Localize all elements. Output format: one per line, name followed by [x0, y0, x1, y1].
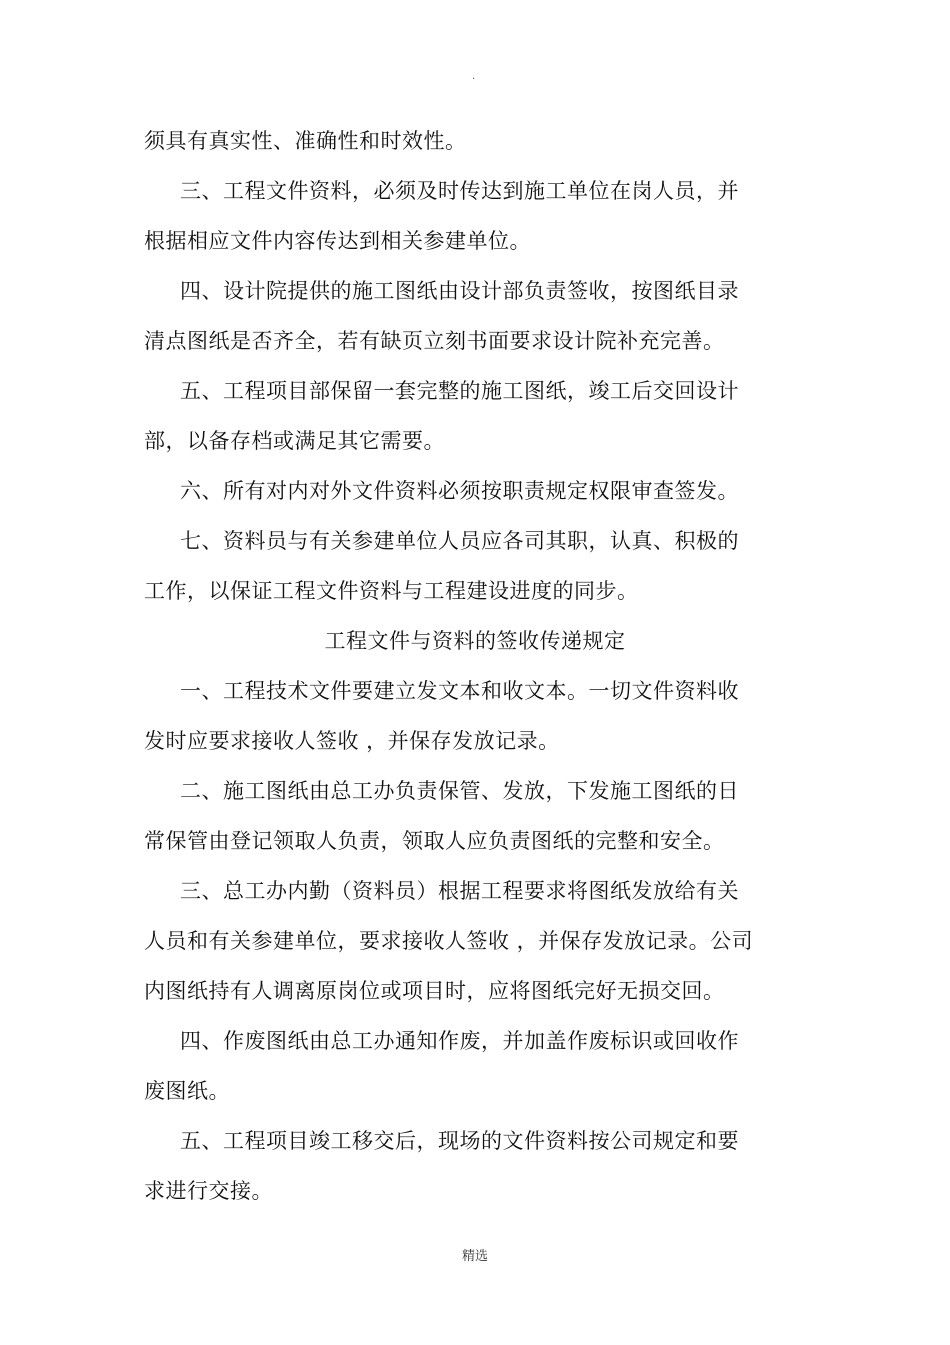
body-line: 须具有真实性、准确性和时效性。	[144, 129, 467, 153]
paragraph-line: 五、工程项目竣工移交后，现场的文件资料按公司规定和要	[180, 1129, 739, 1153]
section-title: 工程文件与资料的签收传递规定	[324, 629, 626, 653]
paragraph-line: 六、所有对内对外文件资料必须按职责规定权限审查签发。	[180, 479, 739, 503]
paragraph-line: 三、总工办内勤（资料员）根据工程要求将图纸发放给有关	[180, 879, 739, 903]
body-line: 发时应要求接收人签收 ，并保存发放记录。	[144, 729, 560, 753]
paragraph-line: 二、施工图纸由总工办负责保管、发放，下发施工图纸的日	[180, 779, 739, 803]
body-line: 清点图纸是否齐全，若有缺页立刻书面要求设计院补充完善。	[144, 329, 725, 353]
body-line: 部，以备存档或满足其它需要。	[144, 429, 445, 453]
paragraph-line: 七、资料员与有关参建单位人员应各司其职，认真、积极的	[180, 529, 739, 553]
body-line: 根据相应文件内容传达到相关参建单位。	[144, 229, 531, 253]
paragraph-line: 四、作废图纸由总工办通知作废，并加盖作废标识或回收作	[180, 1029, 739, 1053]
paragraph-line: 一、工程技术文件要建立发文本和收文本。一切文件资料收	[180, 679, 739, 703]
body-line: 人员和有关参建单位，要求接收人签收 ，并保存发放记录。公司	[144, 929, 754, 953]
body-line: 求进行交接。	[144, 1179, 273, 1203]
footer-label: 精选	[461, 1249, 488, 1264]
header-mark: .	[472, 71, 476, 82]
paragraph-line: 三、工程文件资料，必须及时传达到施工单位在岗人员，并	[180, 179, 739, 203]
body-line: 常保管由登记领取人负责，领取人应负责图纸的完整和安全。	[144, 829, 725, 853]
paragraph-line: 四、设计院提供的施工图纸由设计部负责签收，按图纸目录	[180, 279, 739, 303]
body-line: 内图纸持有人调离原岗位或项目时，应将图纸完好无损交回。	[144, 979, 725, 1003]
body-line: 工作，以保证工程文件资料与工程建设进度的同步。	[144, 579, 639, 603]
paragraph-line: 五、工程项目部保留一套完整的施工图纸，竣工后交回设计	[180, 379, 739, 403]
body-line: 废图纸。	[144, 1079, 230, 1103]
